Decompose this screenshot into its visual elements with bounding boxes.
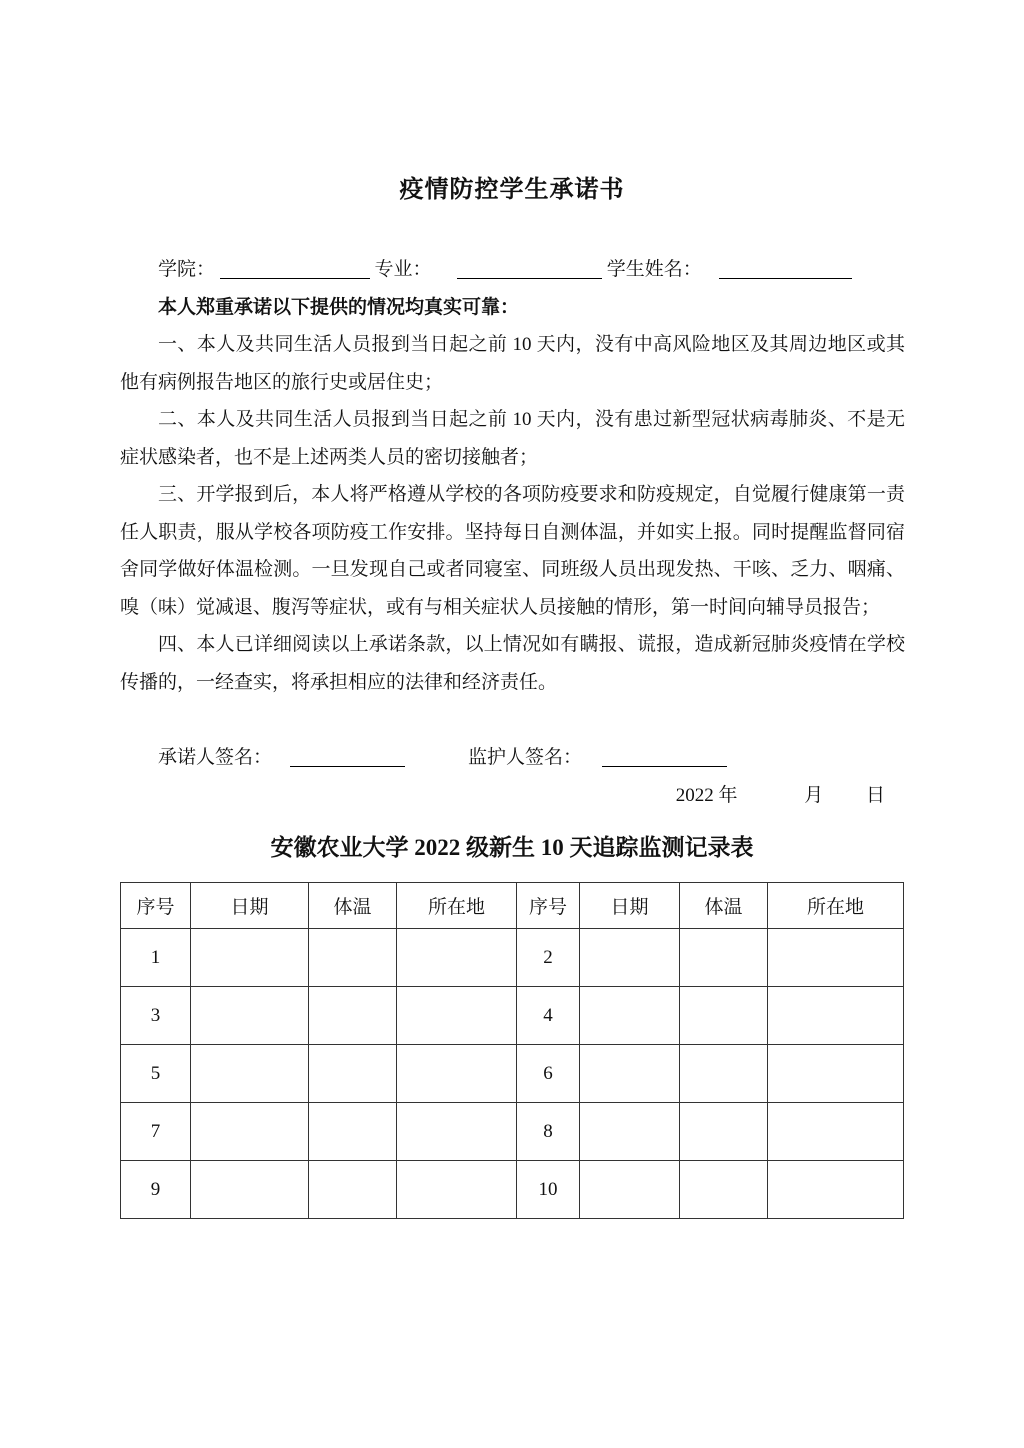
- header-seq-1: 序号: [121, 883, 191, 929]
- table-cell: [397, 987, 517, 1045]
- pledge-item-3: 三、开学报到后，本人将严格遵从学校的各项防疫要求和防疫规定，自觉履行健康第一责任人职责，服从学校各项防疫工作安排。坚持每日自测体温，并如实上报。同时提醒监督同宿舍同学做好体温检测。一旦发现自己或者同寝室、同班级人员出现发热、干咳、乏力、咽痛、嗅（味）觉减退、腹泻等症状，或有与相关症状人员接触的情形，第一时间向辅导员报告；: [120, 484, 905, 618]
- header-location-2: 所在地: [768, 883, 904, 929]
- table-cell: [680, 1045, 768, 1103]
- table-cell: [580, 1045, 680, 1103]
- row-number-cell: 6: [517, 1045, 580, 1103]
- header-date-2: 日期: [580, 883, 680, 929]
- table-cell: [397, 1045, 517, 1103]
- row-number-cell: 1: [121, 929, 191, 987]
- table-cell: [580, 1103, 680, 1161]
- row-number-cell: 2: [517, 929, 580, 987]
- table-cell: [768, 987, 904, 1045]
- header-location-1: 所在地: [397, 883, 517, 929]
- row-number-cell: 4: [517, 987, 580, 1045]
- promiser-signature-label: 承诺人签名：: [158, 747, 273, 768]
- table-cell: [309, 987, 397, 1045]
- table-cell: [397, 1103, 517, 1161]
- table-cell: [309, 1045, 397, 1103]
- table-row: [121, 1161, 904, 1219]
- table-header-row: [121, 883, 904, 929]
- table-cell: [580, 929, 680, 987]
- date-year: 2022 年: [675, 784, 738, 806]
- table-cell: [680, 987, 768, 1045]
- monitoring-table: [120, 882, 904, 1219]
- date-day: 日: [865, 784, 885, 806]
- table-cell: [309, 929, 397, 987]
- header-seq-2: 序号: [517, 883, 580, 929]
- table-cell: [768, 1103, 904, 1161]
- table-cell: [397, 929, 517, 987]
- date-line: [120, 777, 905, 815]
- table-cell: [191, 987, 309, 1045]
- table-cell: [397, 1161, 517, 1219]
- guardian-signature-blank: [602, 747, 727, 767]
- header-temp-2: 体温: [680, 883, 768, 929]
- row-number-cell: 3: [121, 987, 191, 1045]
- doc-body: [120, 251, 905, 814]
- table-cell: [580, 1161, 680, 1219]
- pledge-item-4: 四、本人已详细阅读以上承诺条款，以上情况如有瞒报、谎报，造成新冠肺炎疫情在学校传播的，一经查实，将承担相应的法律和经济责任。: [120, 634, 905, 693]
- table-cell: [191, 1103, 309, 1161]
- row-number-cell: 5: [121, 1045, 191, 1103]
- header-temp-1: 体温: [309, 883, 397, 929]
- pledge-intro: 本人郑重承诺以下提供的情况均真实可靠：: [158, 296, 520, 318]
- table-cell: [680, 1161, 768, 1219]
- table-row: [121, 1045, 904, 1103]
- table-row: [121, 1103, 904, 1161]
- pledge-item-2: 二、本人及共同生活人员报到当日起之前 10 天内，没有患过新型冠状病毒肺炎、不是无症状感染者，也不是上述两类人员的密切接触者；: [120, 409, 905, 468]
- table-cell: [768, 1045, 904, 1103]
- table-cell: [191, 1045, 309, 1103]
- date-month: 月: [804, 784, 824, 806]
- header-date-1: 日期: [191, 883, 309, 929]
- doc-title: 疫情防控学生承诺书: [399, 177, 625, 203]
- table-row: [121, 987, 904, 1045]
- college-blank: [220, 259, 370, 279]
- table-cell: [768, 1161, 904, 1219]
- college-label: 学院：: [158, 259, 216, 280]
- row-number-cell: 9: [121, 1161, 191, 1219]
- row-number-cell: 10: [517, 1161, 580, 1219]
- table-cell: [768, 929, 904, 987]
- row-number-cell: 8: [517, 1103, 580, 1161]
- table-cell: [680, 1103, 768, 1161]
- student-name-label: 学生姓名：: [606, 259, 702, 280]
- signature-line: [120, 739, 905, 777]
- major-label: 专业：: [374, 259, 432, 280]
- table-cell: [309, 1161, 397, 1219]
- table-row: [121, 929, 904, 987]
- row-number-cell: 7: [121, 1103, 191, 1161]
- pledge-item-1: 一、本人及共同生活人员报到当日起之前 10 天内，没有中高风险地区及其周边地区或其他有病例报告地区的旅行史或居住史；: [120, 334, 905, 393]
- table-cell: [191, 1161, 309, 1219]
- table-cell: [580, 987, 680, 1045]
- guardian-signature-label: 监护人签名：: [468, 747, 583, 768]
- major-blank: [457, 259, 602, 279]
- student-name-blank: [719, 259, 852, 279]
- promiser-signature-blank: [290, 747, 405, 767]
- table-cell: [680, 929, 768, 987]
- table-cell: [191, 929, 309, 987]
- table-cell: [309, 1103, 397, 1161]
- record-table-title: 安徽农业大学 2022 级新生 10 天追踪监测记录表: [270, 835, 754, 860]
- header-fields-line: [120, 251, 905, 289]
